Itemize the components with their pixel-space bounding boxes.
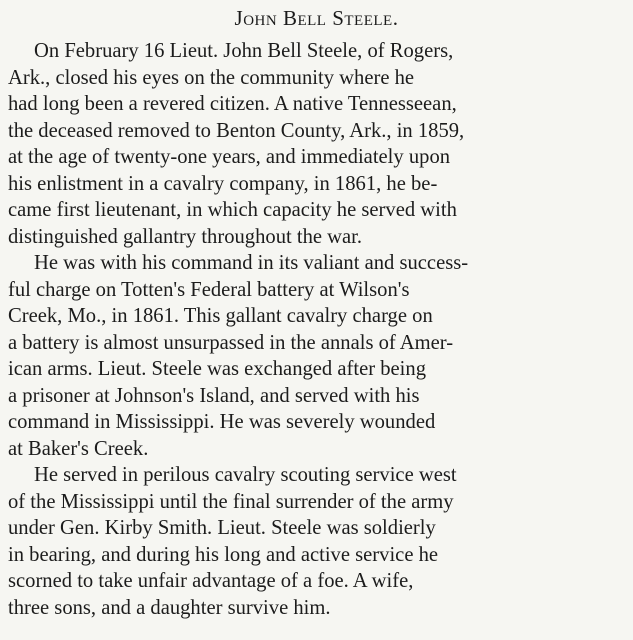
article-body: [8, 38, 628, 621]
paragraph-2: [8, 250, 628, 462]
text-line: distinguished gallantry throughout the war.: [8, 225, 363, 248]
text-line: Ark., closed his eyes on the community where he: [8, 66, 415, 89]
text-line: On February 16 Lieut. John Bell Steele, of Rogers,: [34, 40, 454, 62]
text-line: three sons, and a daughter survive him.: [8, 596, 331, 619]
text-line: of the Mississippi until the final surrender of the army: [8, 490, 454, 513]
text-line: scorned to take unfair advantage of a foe. A wife,: [8, 570, 414, 592]
text-line: in bearing, and during his long and active service he: [8, 543, 439, 566]
text-line: had long been a revered citizen. A native Tennesseean,: [8, 93, 457, 115]
article-title: John Bell Steele.: [234, 6, 399, 30]
text-line: came first lieutenant, in which capacity he served with: [8, 199, 457, 221]
text-line: a prisoner at Johnson's Island, and served with his: [8, 384, 420, 407]
text-line: ican arms. Lieut. Steele was exchanged after being: [8, 358, 426, 380]
text-line: his enlistment in a cavalry company, in 1861, he be-: [8, 172, 438, 195]
text-line: under Gen. Kirby Smith. Lieut. Steele was soldierly: [8, 517, 436, 539]
text-line: the deceased removed to Benton County, Ark., in 1859,: [8, 119, 465, 142]
text-line: Creek, Mo., in 1861. This gallant cavalry charge on: [8, 305, 433, 327]
paragraph-3: [8, 462, 628, 621]
text-line: a battery is almost unsurpassed in the annals of Amer-: [8, 331, 454, 354]
paragraph-1: [8, 38, 628, 250]
text-line: ful charge on Totten's Federal battery at Wilson's: [8, 278, 410, 301]
text-line: command in Mississippi. He was severely wounded: [8, 411, 436, 433]
text-line: He served in perilous cavalry scouting service west: [34, 464, 457, 486]
text-line: at the age of twenty-one years, and immediately upon: [8, 146, 451, 168]
text-line: He was with his command in its valiant and success-: [34, 252, 469, 274]
text-line: at Baker's Creek.: [8, 437, 149, 460]
